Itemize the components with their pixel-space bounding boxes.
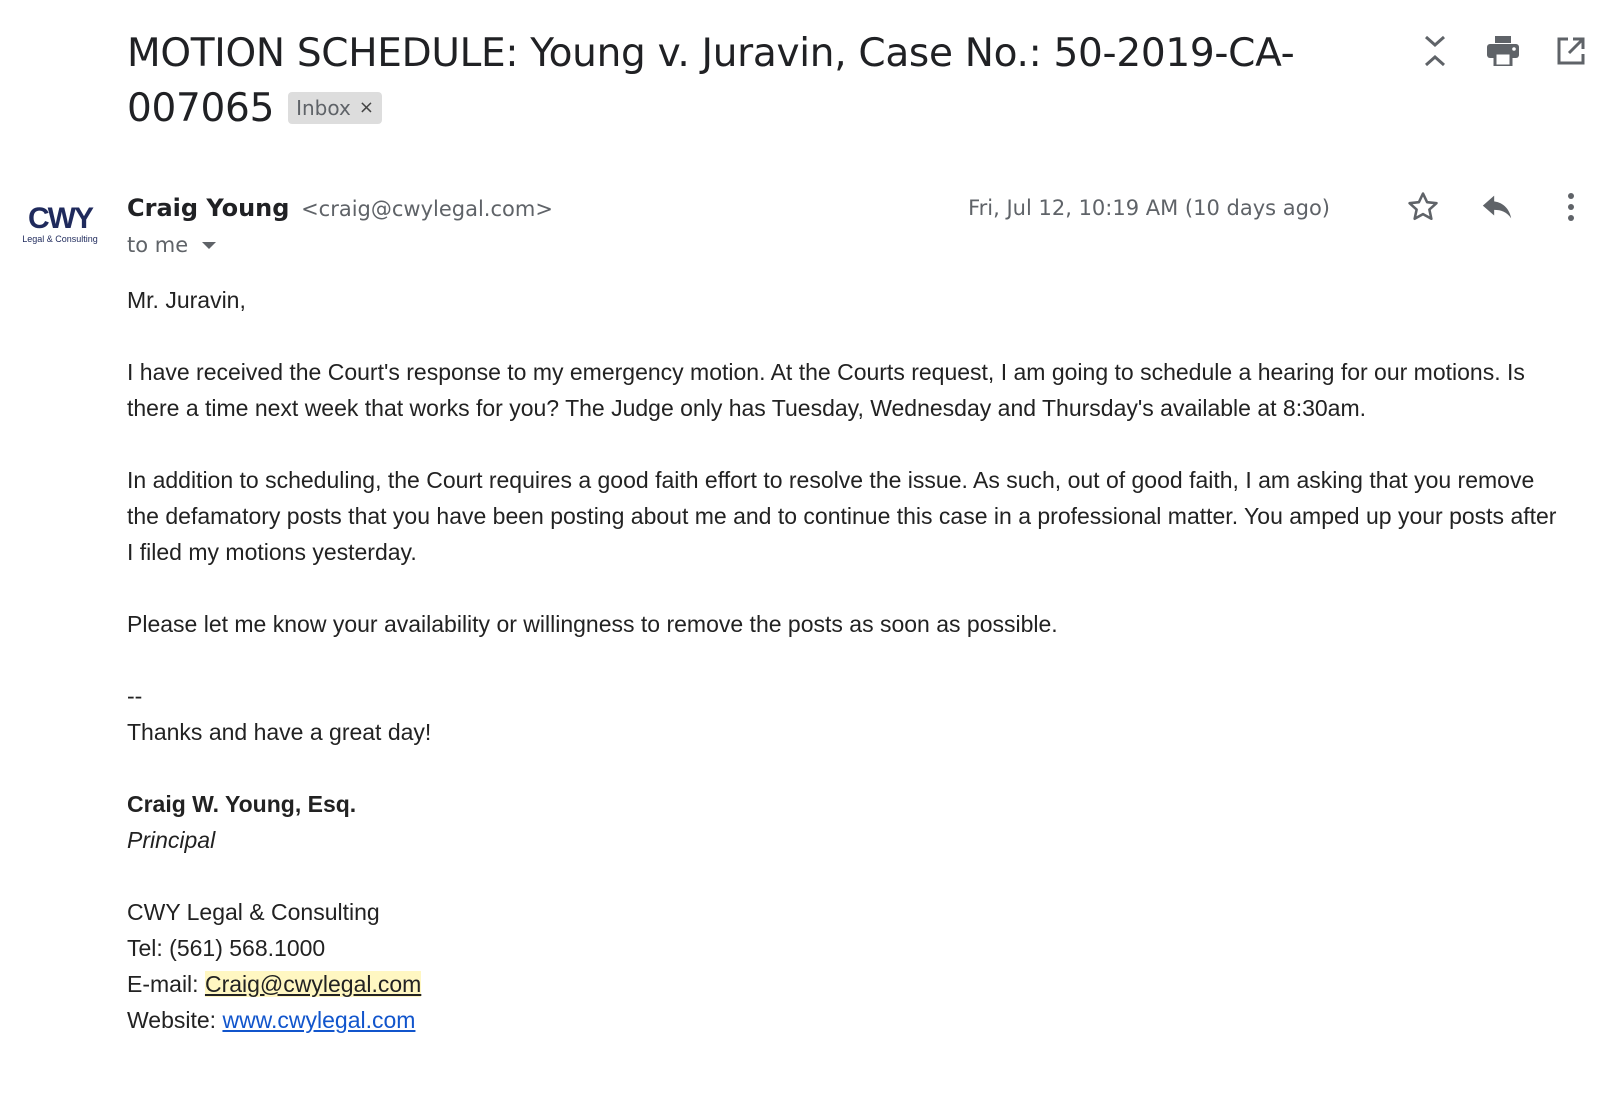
- more-vert-icon: [1566, 192, 1576, 222]
- greeting: Mr. Juravin,: [127, 287, 246, 313]
- body-paragraph-3: Please let me know your availability or willingness to remove the posts as soon as possible.: [127, 611, 1058, 637]
- email-date: Fri, Jul 12, 10:19 AM (10 days ago): [968, 196, 1330, 220]
- signature-separator: --: [127, 683, 143, 709]
- message-actions: [1406, 190, 1588, 224]
- collapse-all-button[interactable]: [1418, 34, 1452, 68]
- message-body: [127, 282, 1567, 1038]
- cwy-logo-icon: [22, 202, 98, 252]
- signature-email-label: E-mail:: [127, 971, 205, 997]
- signature: [127, 678, 1567, 1038]
- star-icon: [1406, 190, 1440, 224]
- open-in-new-window-button[interactable]: [1554, 34, 1588, 68]
- collapse-all-icon: [1422, 34, 1448, 68]
- signature-website-line: [127, 1002, 1567, 1038]
- thread-toolbar: [1418, 34, 1588, 68]
- recipient-line[interactable]: [127, 231, 216, 259]
- star-button[interactable]: [1406, 190, 1440, 224]
- recipient-text: to me: [127, 233, 189, 257]
- sender-name[interactable]: Craig Young: [127, 194, 290, 222]
- sender-email: <craig@cwylegal.com>: [301, 197, 553, 221]
- body-paragraph-1: I have received the Court's response to my emergency motion. At the Courts request, I am going to schedule a hearing for our motions. Is there a time next week that works for you? The Judge only has Tuesday, Wednesday and Thursday's available at 8:30am.: [127, 359, 1525, 421]
- subject-text: MOTION SCHEDULE: Young v. Juravin, Case No.: 50-2019-CA-007065: [127, 31, 1295, 131]
- signature-spacer: [127, 750, 1567, 786]
- logo-subtext: Legal & Consulting: [22, 234, 98, 244]
- email-subject: [127, 26, 1377, 136]
- signature-email-line: [127, 966, 1567, 1002]
- body-paragraph-2: In addition to scheduling, the Court requires a good faith effort to resolve the issue. As such, out of good faith, I am asking that you remove the defamatory posts that you have been posting about me and to continue this case in a professional matter. You amped up your posts after I filed my motions yesterday.: [127, 467, 1557, 565]
- logo-text: CWY: [28, 202, 92, 235]
- inbox-label-text: Inbox: [296, 96, 351, 120]
- signature-tel: Tel: (561) 568.1000: [127, 935, 326, 961]
- signature-company: CWY Legal & Consulting: [127, 899, 380, 925]
- signature-name: Craig W. Young, Esq.: [127, 791, 357, 817]
- signature-title: Principal: [127, 827, 216, 853]
- remove-label-button[interactable]: ×: [358, 97, 374, 118]
- signature-closing: Thanks and have a great day!: [127, 719, 432, 745]
- reply-button[interactable]: [1480, 190, 1514, 224]
- more-options-button[interactable]: [1554, 190, 1588, 224]
- inbox-label-chip[interactable]: [288, 92, 382, 124]
- sender-avatar: [22, 202, 98, 252]
- signature-email-link[interactable]: Craig@cwylegal.com: [204, 971, 422, 997]
- print-button[interactable]: [1486, 34, 1520, 68]
- signature-spacer: [127, 858, 1567, 894]
- show-details-icon[interactable]: [202, 242, 216, 249]
- open-in-new-window-icon: [1556, 36, 1586, 66]
- print-icon: [1487, 36, 1519, 66]
- signature-website-label: Website:: [127, 1007, 223, 1033]
- signature-website-link[interactable]: www.cwylegal.com: [222, 1007, 416, 1033]
- sender-line: [127, 191, 553, 226]
- reply-icon: [1480, 192, 1514, 222]
